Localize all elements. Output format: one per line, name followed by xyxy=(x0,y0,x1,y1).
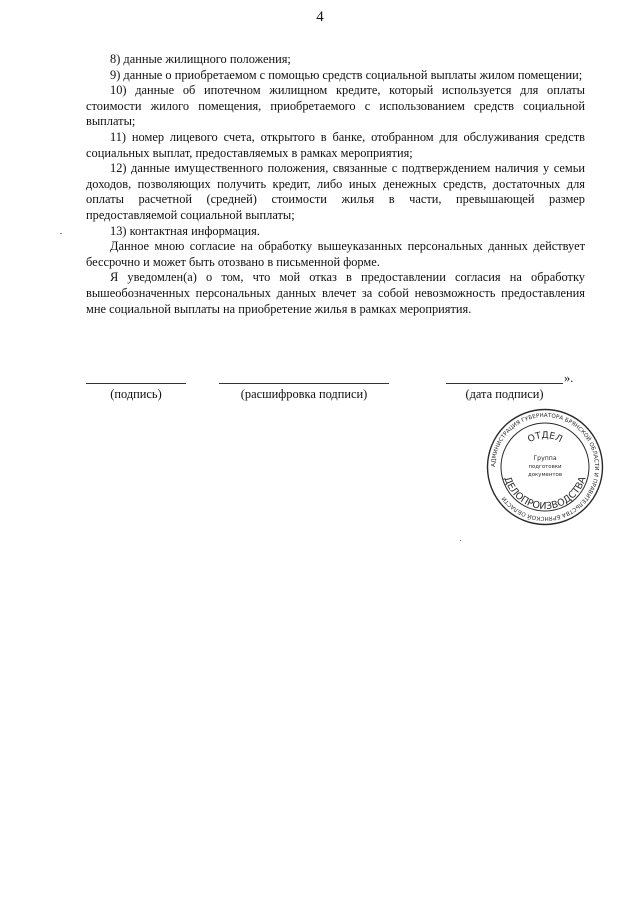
department-stamp xyxy=(486,408,604,526)
stamp-department-top: ОТДЕЛ xyxy=(525,429,565,446)
scan-speck xyxy=(60,233,62,234)
document-body xyxy=(86,52,585,317)
date-field[interactable] xyxy=(446,370,563,402)
paragraph: Я уведомлен(а) о том, что мой отказ в предоставлении согласия на обработку вышеобозначенных персональных данных влечет за собой невозможность предоставления мне социальной выплаты на приобретение жилья в рамках мероприятия. xyxy=(86,270,585,316)
stamp-center-line: документов xyxy=(528,472,562,478)
paragraph: 10) данные об ипотечном жилищном кредите, который используется для оплаты стоимости жилого помещения, приобретаемого с использованием средств социальной выплаты; xyxy=(86,83,585,129)
date-closing-quote: ». xyxy=(564,371,574,385)
date-line xyxy=(446,370,563,384)
stamp-outer-text: АДМИНИСТРАЦИЯ ГУБЕРНАТОРА БРЯНСКОЙ ОБЛАСТИ И ПРАВИТЕЛЬСТВА БРЯНСКОЙ ОБЛАСТИ xyxy=(490,412,600,522)
signature-decoding-field[interactable] xyxy=(219,370,389,402)
paragraph: 13) контактная информация. xyxy=(110,223,260,238)
paragraph: 8) данные жилищного положения; xyxy=(110,52,291,66)
signature-block xyxy=(0,370,640,410)
paragraph: 12) данные имущественного положения, связанные с подтверждением наличия у семьи доходов, позволяющих получить кредит, либо иных денежных средств, достаточных для оплаты расчетной (средней) стоимости жилья в части, превышающей размер предоставляемой социальной выплаты; xyxy=(86,161,585,222)
stamp-center-line: Группа xyxy=(533,455,557,462)
signature-field[interactable] xyxy=(86,370,186,402)
signature-decoding-line xyxy=(219,370,389,384)
signature-line xyxy=(86,370,186,384)
stamp-department-bottom: ДЕЛОПРОИЗВОДСТВА xyxy=(501,475,589,513)
signature-caption: (подпись) xyxy=(110,387,162,401)
page-number: 4 xyxy=(316,9,324,25)
scan-speck xyxy=(460,540,461,541)
paragraph: Данное мною согласие на обработку вышеуказанных персональных данных действует бессрочно и может быть отозвано в письменной форме. xyxy=(86,239,585,269)
stamp-center-line: подготовки xyxy=(528,464,562,470)
date-caption: (дата подписи) xyxy=(465,387,544,401)
paragraph: 9) данные о приобретаемом с помощью средств социальной выплаты жилом помещении; xyxy=(110,67,583,82)
signature-decoding-caption: (расшифровка подписи) xyxy=(240,387,368,401)
paragraph: 11) номер лицевого счета, открытого в банке, отобранном для обслуживания средств социальных выплат, предоставляемых в рамках мероприятия; xyxy=(86,129,585,160)
